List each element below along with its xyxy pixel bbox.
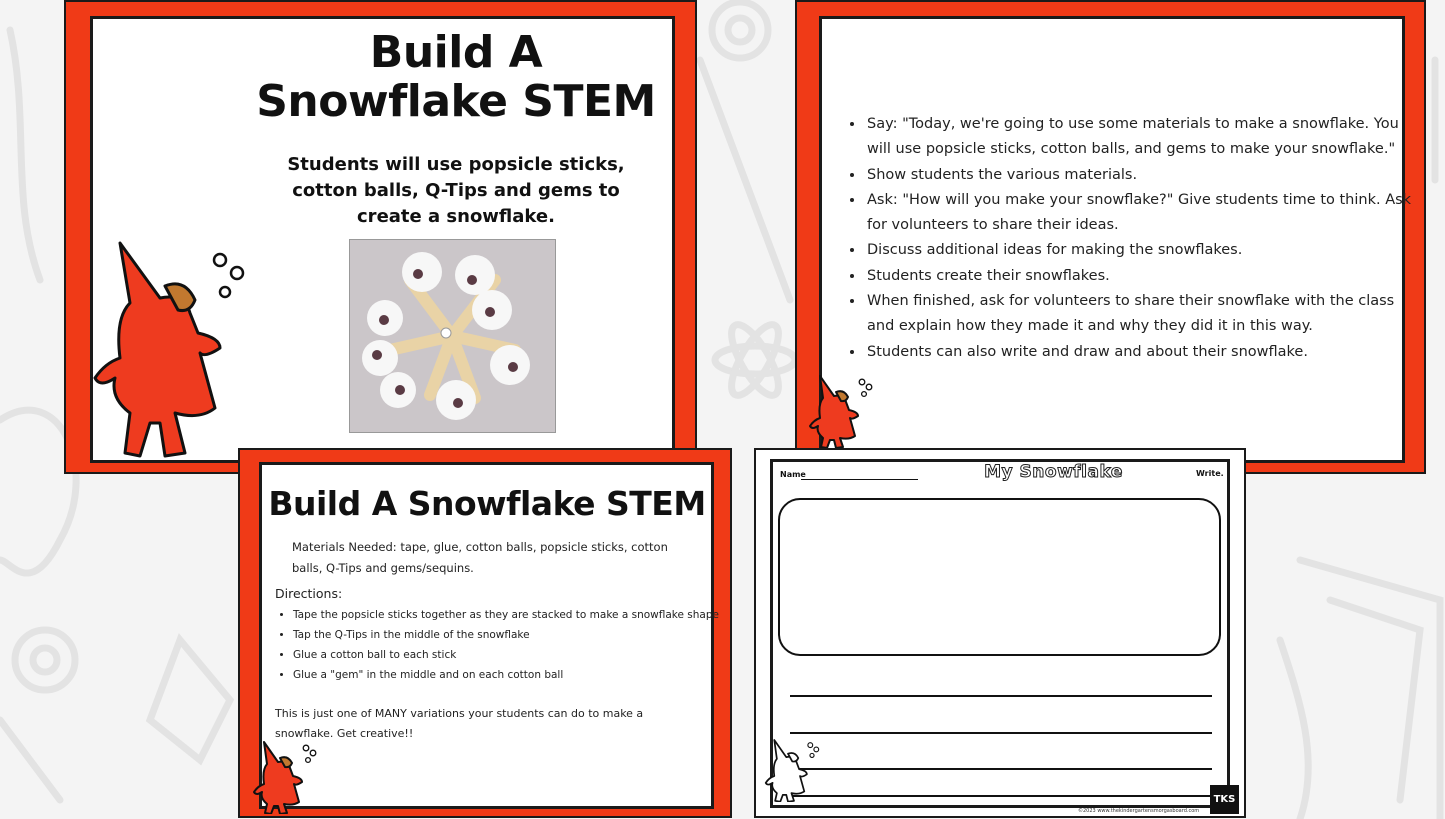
writing-line [790,732,1212,734]
worksheet-title: My Snowflake [984,462,1123,482]
slide-title [256,28,656,126]
instruction-item: • Students create their snowflakes. [865,264,1425,289]
gnome-mascot-small-icon [808,374,878,448]
drawing-box [778,498,1221,656]
write-label: Write. [1196,469,1224,478]
worksheet-card [754,448,1246,818]
direction-item: • Glue a cotton ball to each stick [293,645,733,665]
copyright-credit: ©2023 www.thekindergartensmorgasboard.com [1078,808,1200,814]
slide-instructions-card [795,0,1426,474]
slide-title-line2: Snowflake STEM [256,76,656,127]
gnome-mascot-small-icon [252,740,322,814]
gnome-mascot-icon [90,238,250,460]
instruction-item: • Show students the various materials. [865,163,1425,188]
writing-line [790,695,1212,697]
directions-card [238,448,732,818]
directions-heading: Directions: [275,586,343,601]
materials-text: Materials Needed: tape, glue, cotton balls, popsicle sticks, cotton balls, Q-Tips and gems/sequins. [292,540,668,575]
directions-title: Build A Snowflake STEM [268,484,706,523]
instruction-list [845,112,1425,365]
name-label: Name [780,470,806,479]
direction-item: • Glue a "gem" in the middle and on each cotton ball [293,665,733,685]
direction-item: • Tape the popsicle sticks together as they are stacked to make a snowflake shape [293,605,733,625]
instruction-item: • Discuss additional ideas for making the snowflakes. [865,238,1425,263]
writing-line [790,768,1212,770]
writing-line [790,795,1212,797]
slide-title-line1: Build A [369,27,543,78]
name-line [801,479,918,480]
slide-description: Students will use popsicle sticks, cotton balls, Q-Tips and gems to create a snowflake. [287,154,625,227]
variations-note: This is just one of MANY variations your students can do to make a snowflake. Get creative!! [275,707,644,740]
instruction-item: • When finished, ask for volunteers to share their snowflake with the class and explain how they made it and why they did it in this way. [865,289,1425,340]
snowflake-photo [349,239,556,433]
tks-logo-badge: TKS [1210,785,1239,814]
directions-list [275,605,733,685]
instruction-item: • Students can also write and draw and about their snowflake. [865,340,1425,365]
instruction-item: • Ask: "How will you make your snowflake?" Give students time to think. Ask for volunteers to share their ideas. [865,188,1425,239]
instruction-item: • Say: "Today, we're going to use some materials to make a snowflake. You will use popsicle sticks, cotton balls, and gems to make your snowflake." [865,112,1425,163]
direction-item: • Tap the Q-Tips in the middle of the snowflake [293,625,733,645]
gnome-mascot-outline-icon [764,738,824,802]
